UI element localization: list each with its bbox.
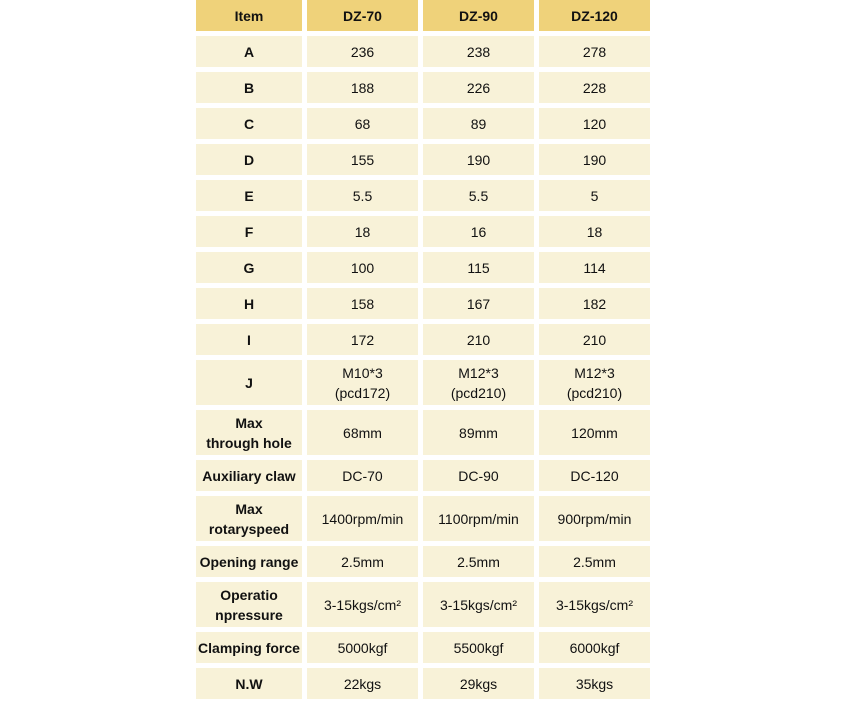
cell-value: 190	[582, 151, 607, 168]
cell-value: 120	[582, 115, 607, 132]
value-cell	[539, 180, 650, 211]
value-cell	[307, 324, 418, 355]
value-cell	[307, 496, 418, 541]
row-label: Max through hole	[206, 414, 292, 451]
table-row	[196, 108, 650, 139]
cell-value: 228	[582, 79, 607, 96]
row-label: Opening range	[199, 553, 299, 570]
cell-value: DC-90	[458, 467, 499, 484]
row-label-cell	[196, 360, 302, 405]
cell-value: 18	[586, 223, 603, 240]
value-cell	[423, 72, 534, 103]
value-cell	[539, 632, 650, 663]
cell-value: 6000kgf	[569, 639, 620, 656]
value-cell	[539, 288, 650, 319]
row-label-cell	[196, 546, 302, 577]
cell-value: 22kgs	[343, 675, 382, 692]
value-cell	[539, 252, 650, 283]
value-cell	[423, 546, 534, 577]
cell-value: 172	[350, 331, 375, 348]
header-item: Item	[196, 0, 302, 31]
value-cell	[423, 460, 534, 491]
cell-value: 89	[470, 115, 487, 132]
table-row	[196, 216, 650, 247]
cell-value: 188	[350, 79, 375, 96]
value-cell	[423, 216, 534, 247]
row-label: H	[243, 295, 255, 312]
value-cell	[539, 144, 650, 175]
value-cell	[539, 410, 650, 455]
value-cell	[423, 360, 534, 405]
row-label-cell	[196, 252, 302, 283]
table-body	[196, 36, 650, 699]
row-label-cell	[196, 496, 302, 541]
row-label: I	[247, 331, 251, 348]
value-cell	[539, 324, 650, 355]
cell-value: 89mm	[459, 424, 498, 441]
value-cell	[307, 582, 418, 627]
value-cell	[423, 36, 534, 67]
header-dz-120: DZ-120	[539, 0, 650, 31]
cell-value: 5500kgf	[453, 639, 504, 656]
value-cell	[307, 360, 418, 405]
cell-value: 900rpm/min	[557, 510, 632, 527]
value-cell	[307, 252, 418, 283]
cell-value: DC-70	[342, 467, 383, 484]
cell-value: 210	[466, 331, 491, 348]
row-label: F	[244, 223, 254, 240]
cell-value: 3-15kgs/cm²	[439, 596, 518, 613]
value-cell	[307, 410, 418, 455]
row-label-cell	[196, 668, 302, 699]
table-row	[196, 288, 650, 319]
value-cell	[307, 144, 418, 175]
row-label: Max rotaryspeed	[208, 500, 290, 537]
cell-value: DC-120	[570, 467, 619, 484]
value-cell	[539, 460, 650, 491]
spec-table	[191, 0, 655, 704]
value-cell	[539, 496, 650, 541]
cell-value: 167	[466, 295, 491, 312]
table-row	[196, 668, 650, 699]
cell-value: M12*3 (pcd210)	[450, 364, 507, 401]
row-label: B	[243, 79, 255, 96]
table-row	[196, 180, 650, 211]
table-row	[196, 546, 650, 577]
table-header-row	[196, 0, 650, 31]
value-cell	[307, 180, 418, 211]
value-cell	[423, 252, 534, 283]
cell-value: 158	[350, 295, 375, 312]
cell-value: 18	[354, 223, 371, 240]
value-cell	[423, 288, 534, 319]
row-label: Operatio npressure	[215, 586, 283, 623]
cell-value: 226	[466, 79, 491, 96]
cell-value: 29kgs	[459, 675, 498, 692]
cell-value: 2.5mm	[573, 553, 616, 570]
row-label: E	[244, 187, 254, 204]
header-dz-90: DZ-90	[423, 0, 534, 31]
cell-value: 120mm	[571, 424, 618, 441]
row-label-cell	[196, 72, 302, 103]
row-label-cell	[196, 36, 302, 67]
cell-value: 68	[354, 115, 371, 132]
cell-value: 278	[582, 43, 607, 60]
table-row	[196, 36, 650, 67]
value-cell	[423, 410, 534, 455]
cell-value: 155	[350, 151, 375, 168]
value-cell	[307, 460, 418, 491]
value-cell	[539, 36, 650, 67]
cell-value: 100	[350, 259, 375, 276]
row-label-cell	[196, 216, 302, 247]
value-cell	[539, 108, 650, 139]
row-label: N.W	[235, 675, 263, 692]
value-cell	[307, 108, 418, 139]
value-cell	[539, 582, 650, 627]
cell-value: 190	[466, 151, 491, 168]
value-cell	[423, 582, 534, 627]
table-row	[196, 360, 650, 405]
table-row	[196, 460, 650, 491]
value-cell	[423, 668, 534, 699]
cell-value: 115	[467, 259, 490, 276]
row-label: A	[243, 43, 255, 60]
row-label-cell	[196, 632, 302, 663]
cell-value: 35kgs	[575, 675, 614, 692]
row-label: D	[243, 151, 255, 168]
value-cell	[307, 288, 418, 319]
cell-value: 5.5	[468, 187, 489, 204]
value-cell	[307, 216, 418, 247]
table-row	[196, 252, 650, 283]
header-dz-70: DZ-70	[307, 0, 418, 31]
value-cell	[307, 72, 418, 103]
table-row	[196, 496, 650, 541]
cell-value: 3-15kgs/cm²	[555, 596, 634, 613]
cell-value: 210	[582, 331, 607, 348]
row-label: G	[243, 259, 255, 276]
cell-value: 16	[470, 223, 487, 240]
row-label-cell	[196, 108, 302, 139]
value-cell	[423, 180, 534, 211]
row-label-cell	[196, 288, 302, 319]
row-label-cell	[196, 460, 302, 491]
row-label-cell	[196, 144, 302, 175]
value-cell	[539, 546, 650, 577]
cell-value: 5000kgf	[337, 639, 388, 656]
cell-value: 1400rpm/min	[321, 510, 404, 527]
value-cell	[539, 216, 650, 247]
value-cell	[423, 496, 534, 541]
table-row	[196, 582, 650, 627]
cell-value: M12*3 (pcd210)	[566, 364, 623, 401]
value-cell	[307, 36, 418, 67]
cell-value: 236	[350, 43, 375, 60]
value-cell	[539, 668, 650, 699]
cell-value: 114	[583, 259, 606, 276]
cell-value: 3-15kgs/cm²	[323, 596, 402, 613]
value-cell	[539, 360, 650, 405]
row-label-cell	[196, 410, 302, 455]
value-cell	[423, 108, 534, 139]
cell-value: 182	[582, 295, 607, 312]
value-cell	[307, 668, 418, 699]
row-label-cell	[196, 180, 302, 211]
row-label: Clamping force	[198, 639, 300, 656]
value-cell	[423, 632, 534, 663]
row-label-cell	[196, 582, 302, 627]
table-row	[196, 324, 650, 355]
cell-value: 2.5mm	[457, 553, 500, 570]
row-label: Auxiliary claw	[202, 467, 296, 484]
cell-value: 68mm	[343, 424, 382, 441]
table-row	[196, 410, 650, 455]
value-cell	[307, 546, 418, 577]
cell-value: 1100rpm/min	[438, 510, 519, 527]
cell-value: 5	[590, 187, 599, 204]
value-cell	[539, 72, 650, 103]
value-cell	[307, 632, 418, 663]
value-cell	[423, 324, 534, 355]
value-cell	[423, 144, 534, 175]
table-row	[196, 632, 650, 663]
cell-value: 5.5	[352, 187, 373, 204]
row-label-cell	[196, 324, 302, 355]
cell-value: 238	[466, 43, 491, 60]
table-row	[196, 72, 650, 103]
row-label: J	[245, 374, 253, 391]
table-row	[196, 144, 650, 175]
row-label: C	[243, 115, 255, 132]
cell-value: M10*3 (pcd172)	[334, 364, 391, 401]
cell-value: 2.5mm	[341, 553, 384, 570]
